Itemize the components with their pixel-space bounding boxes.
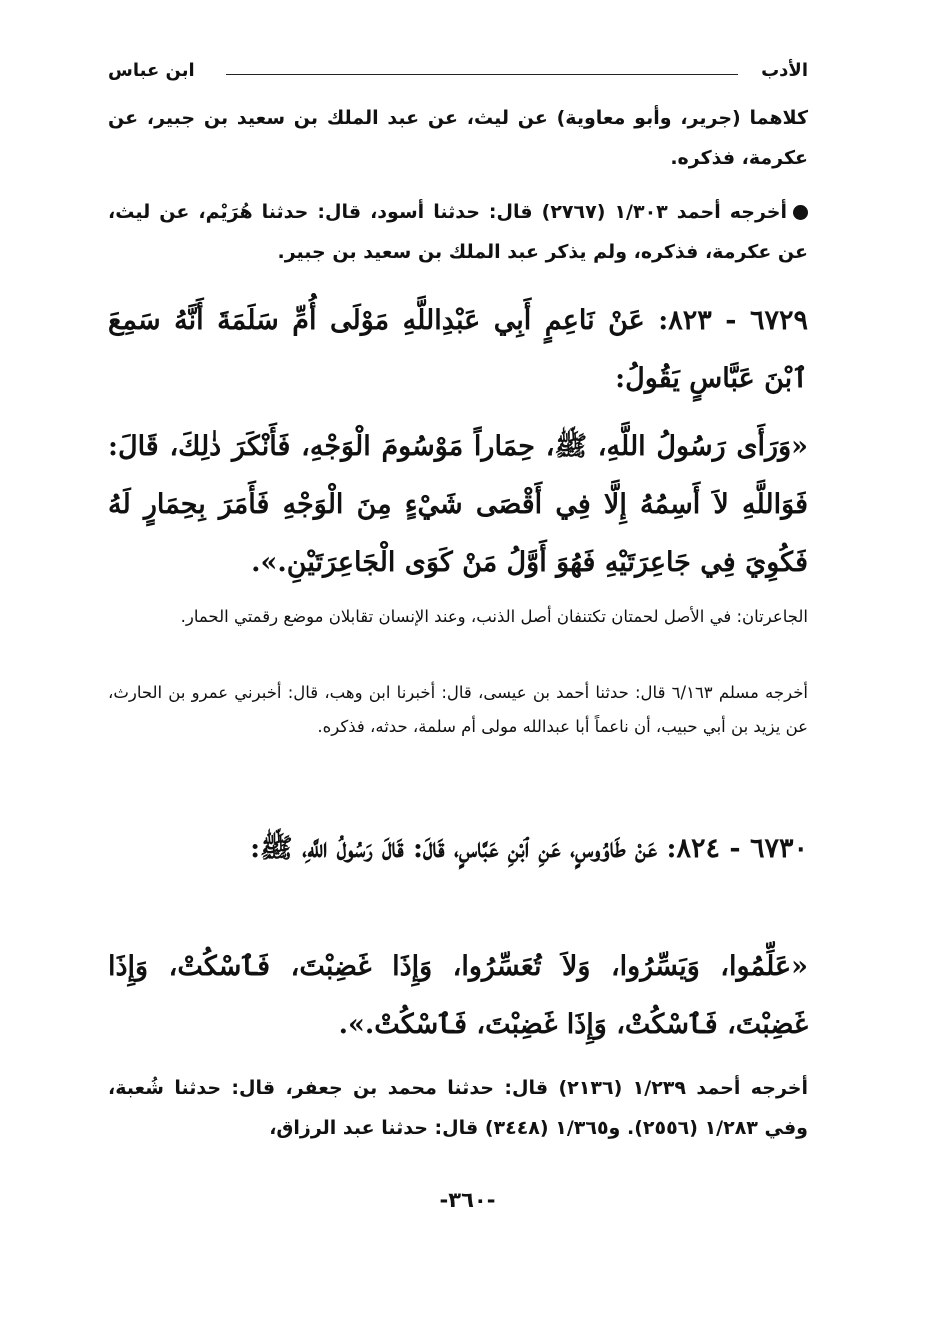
header-rule (226, 74, 738, 75)
header-chapter-title: الأدب (761, 60, 808, 81)
running-header (108, 60, 808, 88)
hadith-6729-text: «وَرَأَى رَسُولُ اللَّهِ، ﷺ، حِمَاراً مَوْسُومَ الْوَجْهِ، فَأَنْكَرَ ذٰلِكَ، قَالَ: فَوَاللَّهِ لاَ أَسِمُهُ إِلَّا فِي أَقْصَى شَيْءٍ مِنَ الْوَجْهِ فَأَمَرَ بِحِمَارٍ لَهُ فَكُوِيَ فِي جَاعِرَتَيْهِ فَهُوَ أَوَّلُ مَنْ كَوَى الْجَاعِرَتَيْنِ.». (108, 431, 808, 578)
note-glossary: الجاعرتان: في الأصل لحمتان تكتنفان أصل الذنب، وعند الإنسان تقابلان موضع رقمتي الحمار. (180, 607, 808, 626)
paragraph-takhrij-ahmad-2: أخرجه أحمد ١/٢٣٩ (٢١٣٦) قال: حدثنا محمد بن جعفر، قال: حدثنا شُعبة، وفي ١/٢٨٣ (٢٥٥٦). و١/٣٦٥ (٣٤٤٨) قال: حدثنا عبد الرزاق، (108, 1077, 808, 1139)
paragraph-takhrij-ahmad-text: أخرجه أحمد ١/٣٠٣ (٢٧٦٧) قال: حدثنا أسود، قال: حدثنا هُرَيْم، عن ليث، عن عكرمة، فذكره، ولم يذكر عبد الملك بن سعيد بن جبير. (108, 201, 808, 263)
page-number: -٣٦٠- (439, 1188, 496, 1212)
hadith-6730-text: «عَلِّمُوا، وَيَسِّرُوا، وَلاَ تُعَسِّرُوا، وَإِذَا غَضِبْتَ، فَٱسْكُتْ، وَإِذَا غَضِبْتَ، فَٱسْكُتْ، وَإِذَا غَضِبْتَ، فَٱسْكُتْ.». (108, 951, 808, 1040)
paragraph-takhrij-ahmad (108, 192, 808, 272)
hadith-6729-heading: ٦٧٢٩ - ٨٢٣: عَنْ نَاعِمٍ أَبِي عَبْدِاللَّهِ مَوْلَى أُمِّ سَلَمَةَ أَنَّهُ سَمِعَ ٱبْنَ عَبَّاسٍ يَقُولُ: (108, 305, 808, 394)
paragraph-chain-intro: كلاهما (جرير، وأبو معاوية) عن ليث، عن عبد الملك بن سعيد بن جبير، عن عكرمة، فذكره. (108, 107, 808, 169)
bullet-icon (793, 205, 808, 220)
header-section-title: ابن عباس (108, 60, 195, 81)
hadith-6730-heading: ٦٧٣٠ - ٨٢٤: عَنْ طَاوُوسٍ، عَنِ ٱبْنِ عَبَّاسٍ، قَالَ: قَالَ رَسُولُ اللَّهِ، ﷺ: (250, 833, 808, 864)
note-takhrij-muslim: أخرجه مسلم ٦/١٦٣ قال: حدثنا أحمد بن عيسى، قال: أخبرنا ابن وهب، قال: أخبرني عمرو بن الحارث، عن يزيد بن أبي حبيب، أن ناعماً أبا عبدالله مولى أم سلمة، حدثه، فذكره. (108, 683, 808, 736)
